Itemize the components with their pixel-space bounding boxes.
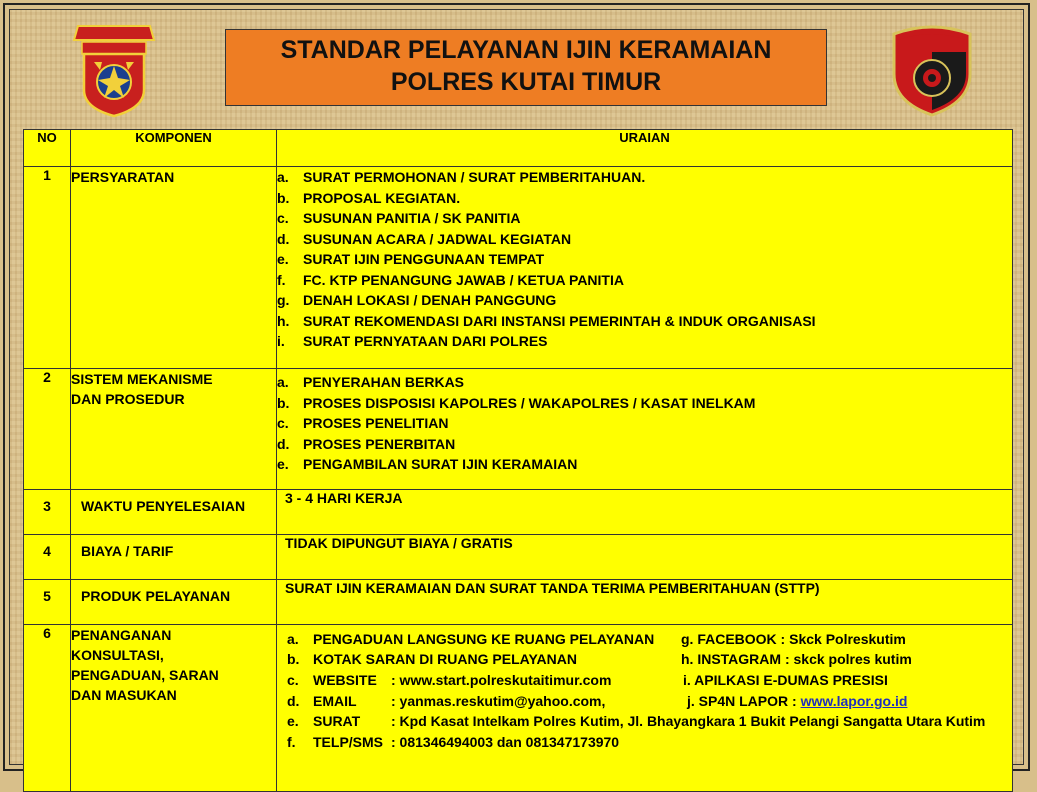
row-komponen: PRODUK PELAYANAN [71,580,277,625]
complaint-channels [287,629,1012,779]
polres-badge-icon [64,18,164,118]
row-no: 6 [24,625,71,792]
row-no: 4 [24,535,71,580]
title-line-1: STANDAR PELAYANAN IJIN KERAMAIAN [280,36,772,64]
row-uraian [277,625,1013,792]
list-item: i. APILKASI E-DUMAS PRESISI [683,672,888,688]
list-item: d. PROSES PENERBITAN [277,435,456,452]
row-no: 5 [24,580,71,625]
list-item: f. FC. KTP PENANGUNG JAWAB / KETUA PANITIA [277,271,624,288]
row-komponen: BIAYA / TARIF [71,535,277,580]
procedure-list [277,372,1012,475]
row-no: 2 [24,369,71,490]
list-item: g. DENAH LOKASI / DENAH PANGGUNG [277,292,557,308]
list-item: c. WEBSITE : www.start.polreskutaitimur.com [287,672,612,688]
sat-intelkam-badge-icon [888,22,976,117]
title-line-2: POLRES KUTAI TIMUR [390,68,662,96]
list-item: d. EMAIL : yanmas.reskutim@yahoo.com, [287,693,606,709]
lapor-link[interactable]: www.lapor.go.id [800,693,908,709]
list-item: e. PENGAMBILAN SURAT IJIN KERAMAIAN [277,456,578,472]
row-uraian [277,369,1013,490]
table-row [24,625,1013,792]
table-header-row [24,130,1013,167]
list-item: a. PENYERAHAN BERKAS [277,374,465,390]
list-item: b. PROSES DISPOSISI KAPOLRES / WAKAPOLRES / KASAT INELKAM [277,394,756,411]
list-item: c. SUSUNAN PANITIA / SK PANITIA [277,210,521,226]
table-row [24,167,1013,369]
list-item: h. INSTAGRAM : skck polres kutim [681,651,912,667]
row-uraian: SURAT IJIN KERAMAIAN DAN SURAT TANDA TERIMA PEMBERITAHUAN (STTP) [277,580,1013,625]
list-item: e. SURAT : Kpd Kasat Intelkam Polres Kutim, Jl. Bhayangkara 1 Bukit Pelangi Sangatta Utara Kutim [287,713,986,729]
list-item: a. SURAT PERMOHONAN / SURAT PEMBERITAHUAN. [277,169,646,185]
row-komponen: SISTEM MEKANISME DAN PROSEDUR [71,369,277,490]
list-item: e. SURAT IJIN PENGGUNAAN TEMPAT [277,251,545,267]
list-item: f. TELP/SMS : 081346494003 dan 081347173970 [287,734,620,750]
header-no: NO [24,130,71,167]
row-komponen: PENANGANAN KONSULTASI, PENGADUAN, SARAN DAN MASUKAN [71,625,277,792]
table-row [24,535,1013,580]
list-item: b. KOTAK SARAN DI RUANG PELAYANAN [287,651,577,667]
list-item: i. SURAT PERNYATAAN DARI POLRES [277,333,548,349]
row-uraian: TIDAK DIPUNGUT BIAYA / GRATIS [277,535,1013,580]
row-komponen: WAKTU PENYELESAIAN [71,490,277,535]
list-item: b. PROPOSAL KEGIATAN. [277,189,461,206]
row-komponen: PERSYARATAN [71,167,277,369]
row-uraian: 3 - 4 HARI KERJA [277,490,1013,535]
row-no: 1 [24,167,71,369]
row-uraian [277,167,1013,369]
service-standard-table [23,129,1013,792]
table-row [24,369,1013,490]
list-item: c. PROSES PENELITIAN [277,415,449,431]
requirements-list [277,167,1012,352]
table-row [24,580,1013,625]
list-item: g. FACEBOOK : Skck Polreskutim [681,631,906,647]
list-item: j. SP4N LAPOR : www.lapor.go.id [687,693,908,709]
list-item: d. SUSUNAN ACARA / JADWAL KEGIATAN [277,230,572,247]
list-item: a. PENGADUAN LANGSUNG KE RUANG PELAYANAN [287,631,655,647]
title-banner [225,29,827,106]
list-item: h. SURAT REKOMENDASI DARI INSTANSI PEMERINTAH & INDUK ORGANISASI [277,312,816,329]
header-uraian: URAIAN [277,130,1013,167]
header-komponen: KOMPONEN [71,130,277,167]
table-row [24,490,1013,535]
row-no: 3 [24,490,71,535]
